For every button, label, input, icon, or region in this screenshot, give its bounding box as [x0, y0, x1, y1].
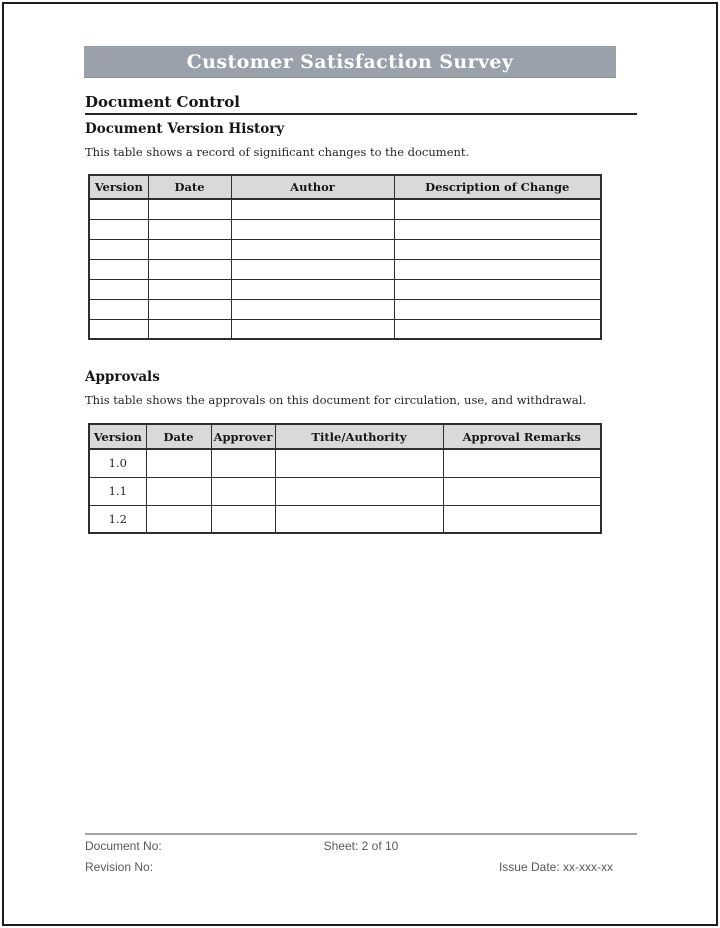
table-cell	[394, 239, 601, 259]
table-cell	[231, 279, 394, 299]
table-cell	[89, 199, 148, 219]
table-row	[89, 449, 601, 477]
table-row	[89, 299, 601, 319]
page-footer	[85, 833, 637, 877]
table-row	[89, 279, 601, 299]
table-row	[89, 505, 601, 533]
table-cell	[148, 239, 231, 259]
table-row	[89, 199, 601, 219]
column-header: Version	[89, 175, 148, 199]
table-row	[89, 219, 601, 239]
column-header: Author	[231, 175, 394, 199]
table-cell	[146, 505, 211, 533]
table-cell: 1.0	[89, 449, 146, 477]
document-page	[85, 0, 637, 534]
table-cell	[89, 299, 148, 319]
table-cell	[231, 239, 394, 259]
table-cell	[148, 219, 231, 239]
subsection-heading-approvals: Approvals	[85, 369, 160, 385]
table-cell: 1.2	[89, 505, 146, 533]
footer-row-2	[85, 860, 637, 877]
table-cell	[231, 299, 394, 319]
table-cell	[394, 279, 601, 299]
table-cell	[275, 449, 443, 477]
table-cell	[231, 219, 394, 239]
column-header: Date	[146, 424, 211, 449]
table-cell	[394, 259, 601, 279]
table-cell	[89, 259, 148, 279]
version-history-table	[88, 174, 602, 340]
footer-sheet-number: Sheet: 2 of 10	[323, 839, 399, 853]
table-cell	[148, 259, 231, 279]
column-header: Date	[148, 175, 231, 199]
column-header: Approver	[211, 424, 275, 449]
table-row	[89, 239, 601, 259]
table-cell	[394, 199, 601, 219]
footer-row-1	[85, 839, 637, 856]
column-header: Version	[89, 424, 146, 449]
version-history-caption: This table shows a record of significant changes to the document.	[85, 145, 470, 159]
table-cell	[211, 449, 275, 477]
table-row	[89, 477, 601, 505]
table-cell	[394, 299, 601, 319]
document-title: Customer Satisfaction Survey	[186, 50, 514, 73]
footer-revision-no: Revision No:	[85, 860, 154, 874]
table-row	[89, 319, 601, 339]
table-cell	[89, 219, 148, 239]
column-header: Approval Remarks	[443, 424, 601, 449]
title-banner	[84, 46, 616, 78]
footer-issue-date: Issue Date: xx-xxx-xx	[498, 860, 613, 874]
table-cell	[148, 279, 231, 299]
table-row	[89, 259, 601, 279]
footer-document-no: Document No:	[85, 839, 162, 853]
table-header-row	[89, 424, 601, 449]
table-cell	[443, 449, 601, 477]
table-cell	[275, 477, 443, 505]
table-cell	[231, 199, 394, 219]
table-cell	[89, 279, 148, 299]
table-cell	[231, 259, 394, 279]
table-cell	[394, 219, 601, 239]
subsection-heading-version-history: Document Version History	[85, 121, 285, 137]
table-cell	[146, 477, 211, 505]
table-cell	[89, 319, 148, 339]
table-cell	[443, 477, 601, 505]
section-heading-document-control: Document Control	[85, 93, 637, 115]
table-cell	[148, 299, 231, 319]
table-cell	[211, 477, 275, 505]
table-header-row	[89, 175, 601, 199]
table-cell	[148, 319, 231, 339]
table-cell	[394, 319, 601, 339]
table-cell	[146, 449, 211, 477]
approvals-table	[88, 423, 602, 534]
table-cell	[148, 199, 231, 219]
table-cell	[89, 239, 148, 259]
table-cell	[275, 505, 443, 533]
table-cell	[443, 505, 601, 533]
column-header: Title/Authority	[275, 424, 443, 449]
table-cell	[211, 505, 275, 533]
approvals-caption: This table shows the approvals on this document for circulation, use, and withdrawal.	[85, 393, 587, 407]
table-cell	[231, 319, 394, 339]
table-cell: 1.1	[89, 477, 146, 505]
column-header: Description of Change	[394, 175, 601, 199]
